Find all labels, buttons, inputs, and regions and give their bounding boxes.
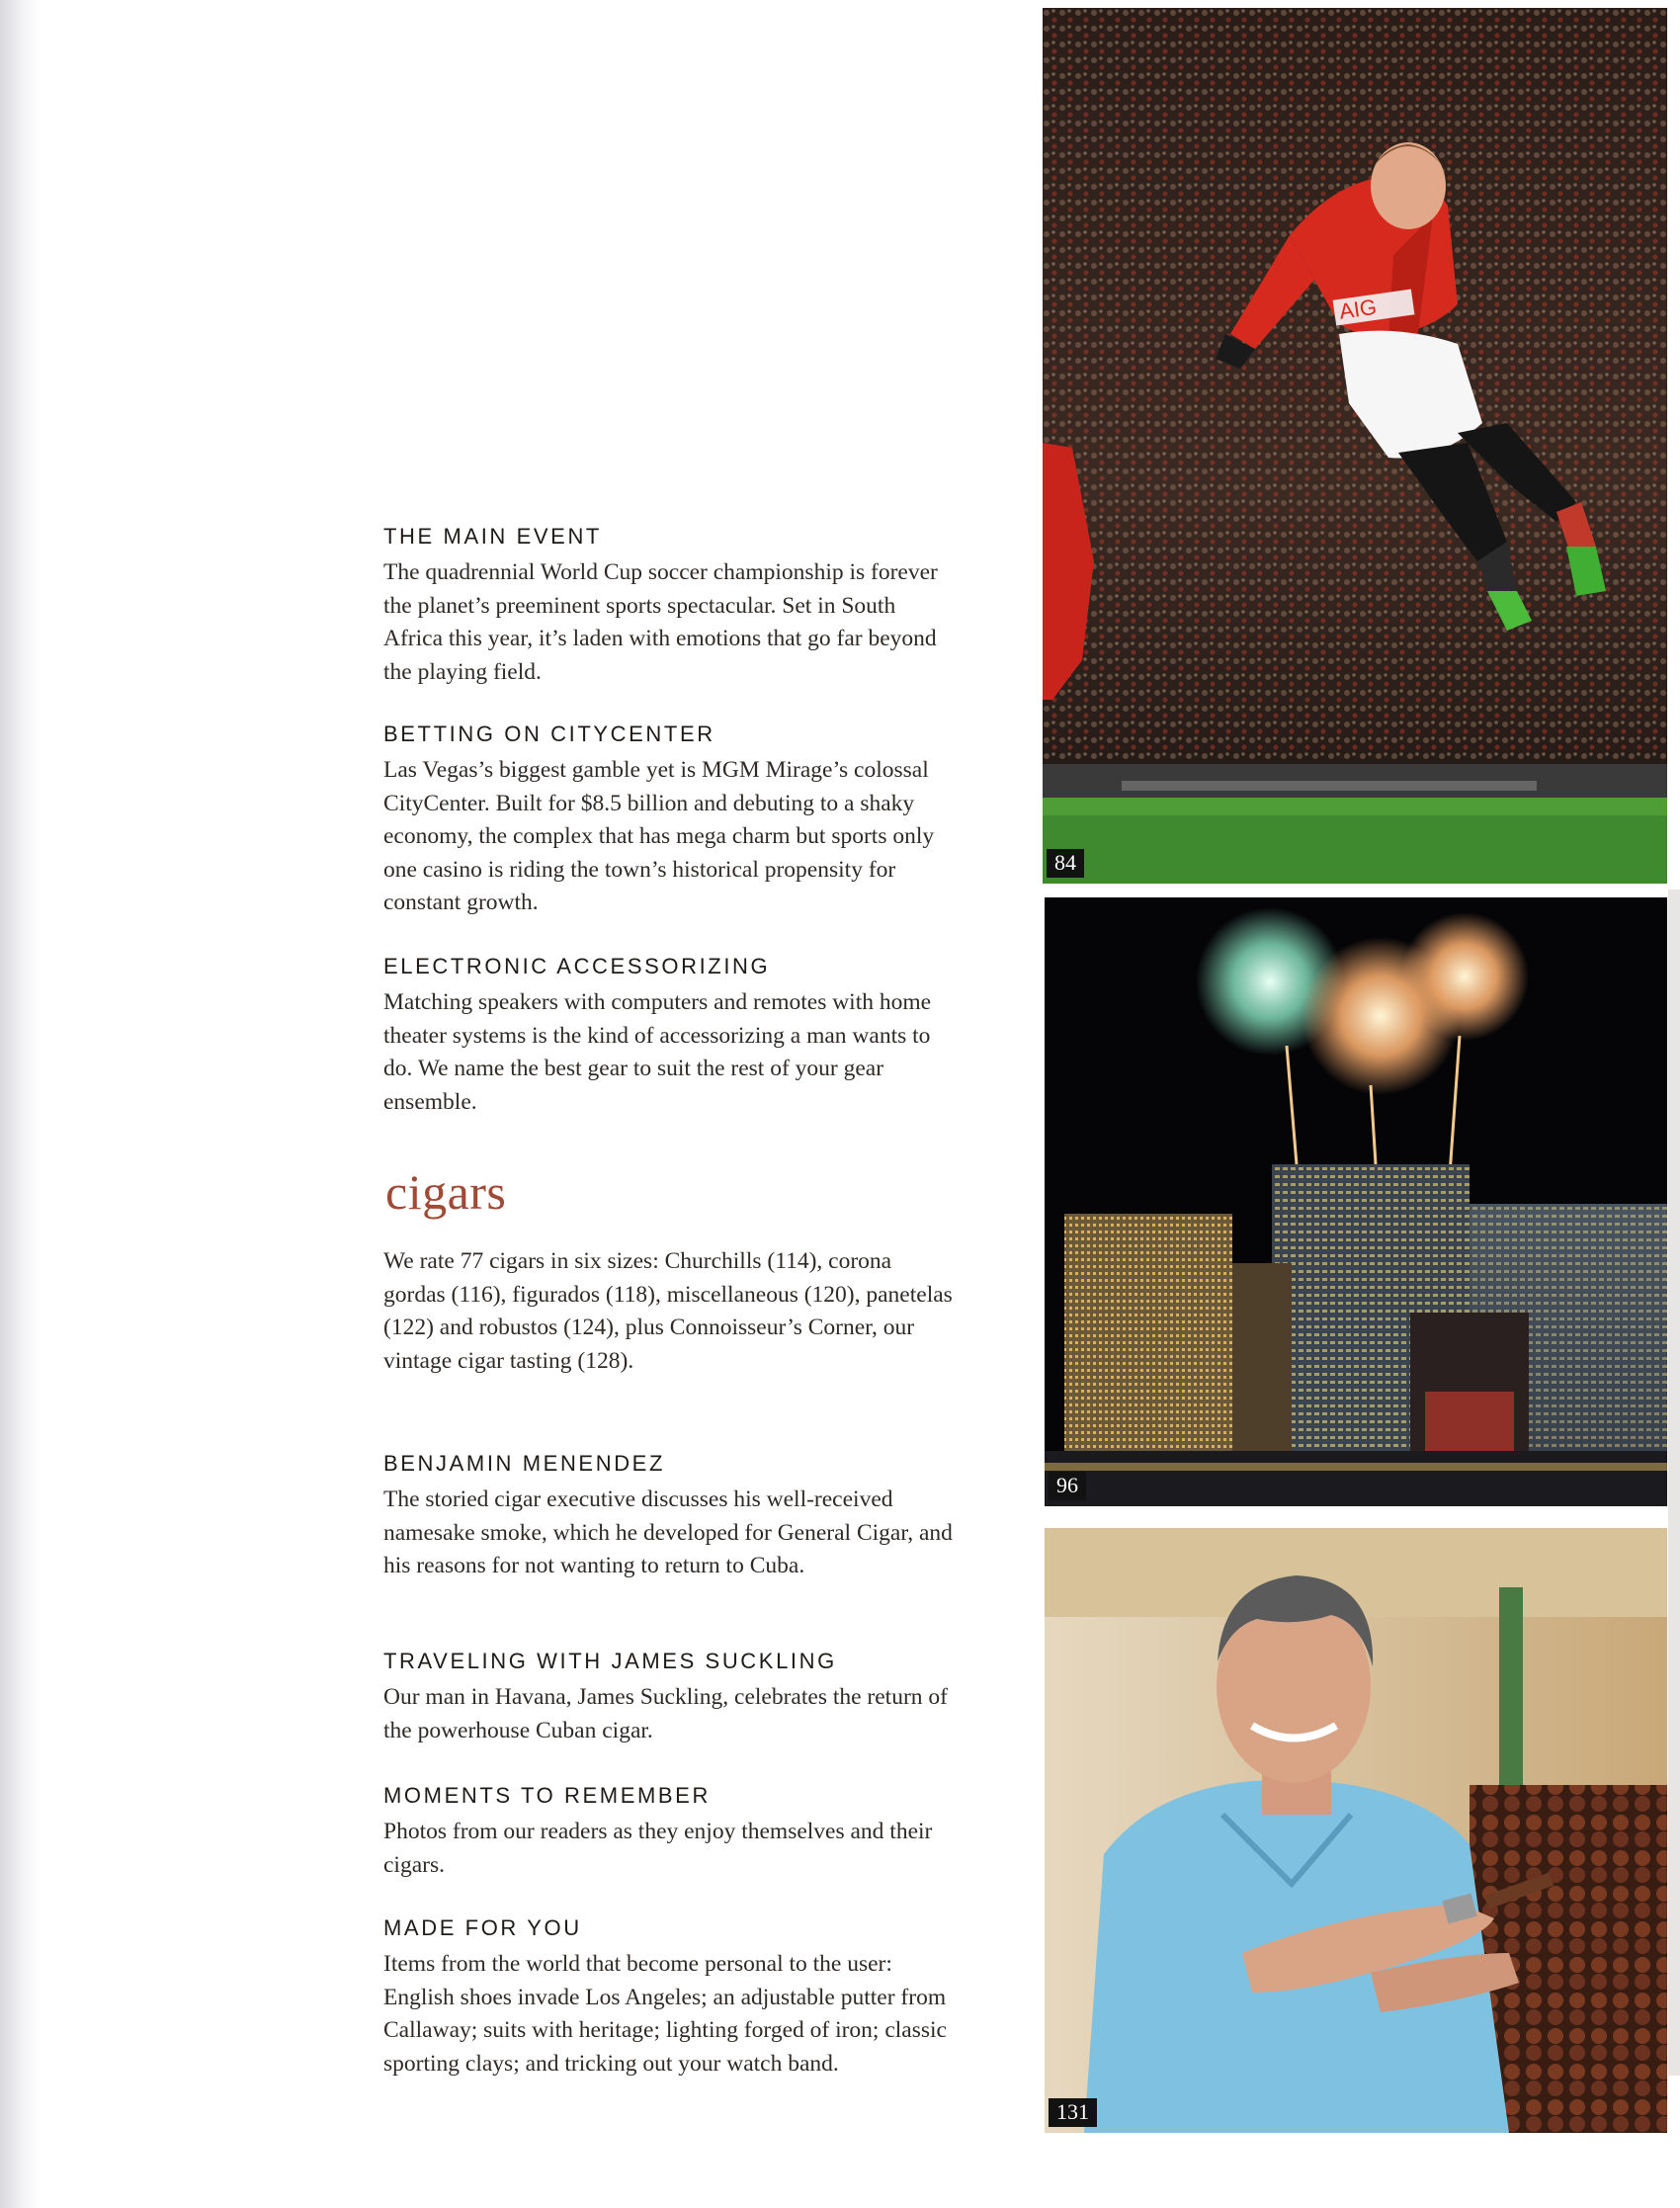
article-description: The quadrennial World Cup soccer championship is forever the planet’s preeminent sports spectacular. Set in South Africa this year, it’s laden with emotions that go far beyond the playing field. [383, 559, 938, 685]
article-description: The storied cigar executive discusses his well-received namesake smoke, which he developed for General Cigar, and his reasons for not wanting to return to Cuba. [383, 1486, 953, 1578]
article-description: Photos from our readers as they enjoy themselves and their cigars. [383, 1819, 933, 1878]
citycenter-fireworks-photo[interactable] [1045, 897, 1667, 1506]
article-headline: THE MAIN EVENT [383, 524, 602, 549]
photo-page-tag: 96 [1049, 1472, 1086, 1500]
article-description: Items from the world that become personal to the user: English shoes invade Los Angeles; an adjustable putter from Callaway; suits with heritage; lighting forged of iron; classic sporting clays; and tricking out your watch band. [383, 1951, 947, 2077]
page-edge-strip [1668, 890, 1680, 2076]
benjamin-menendez-portrait[interactable] [1045, 1528, 1667, 2133]
photo-page-tag: 131 [1049, 2098, 1097, 2127]
article-description: We rate 77 cigars in six sizes: Churchills (114), corona gordas (116), figurados (118), miscellaneous (120), panetelas (122) and robustos (124), plus Connoisseur’s Corner, our vintage cigar tasting (128). [383, 1248, 953, 1374]
article-description: Las Vegas’s biggest gamble yet is MGM Mirage’s colossal CityCenter. Built for $8.5 billion and debuting to a shaky economy, the complex that has mega charm but sports only one casino is riding the town’s historical propensity for constant growth. [383, 757, 935, 915]
article-headline: MOMENTS TO REMEMBER [383, 1783, 711, 1808]
soccer-player-photo[interactable] [1043, 8, 1667, 884]
article-headline: MADE FOR YOU [383, 1915, 582, 1940]
jersey-sponsor-text: AIG [1337, 294, 1379, 324]
photo-page-tag: 84 [1047, 849, 1084, 878]
article-headline: BENJAMIN MENENDEZ [383, 1451, 665, 1476]
article-description: Our man in Havana, James Suckling, celebrates the return of the powerhouse Cuban cigar. [383, 1684, 948, 1743]
article-headline: TRAVELING WITH JAMES SUCKLING [383, 1649, 837, 1673]
article-description: Matching speakers with computers and remotes with home theater systems is the kind of accessorizing a man wants to do. We name the best gear to suit the rest of your gear ensemble. [383, 989, 932, 1115]
article-headline: ELECTRONIC ACCESSORIZING [383, 954, 771, 978]
article-headline: BETTING ON CITYCENTER [383, 722, 715, 746]
page-edge-shadow [0, 0, 40, 2208]
cigars-section-heading: cigars [385, 1164, 507, 1220]
